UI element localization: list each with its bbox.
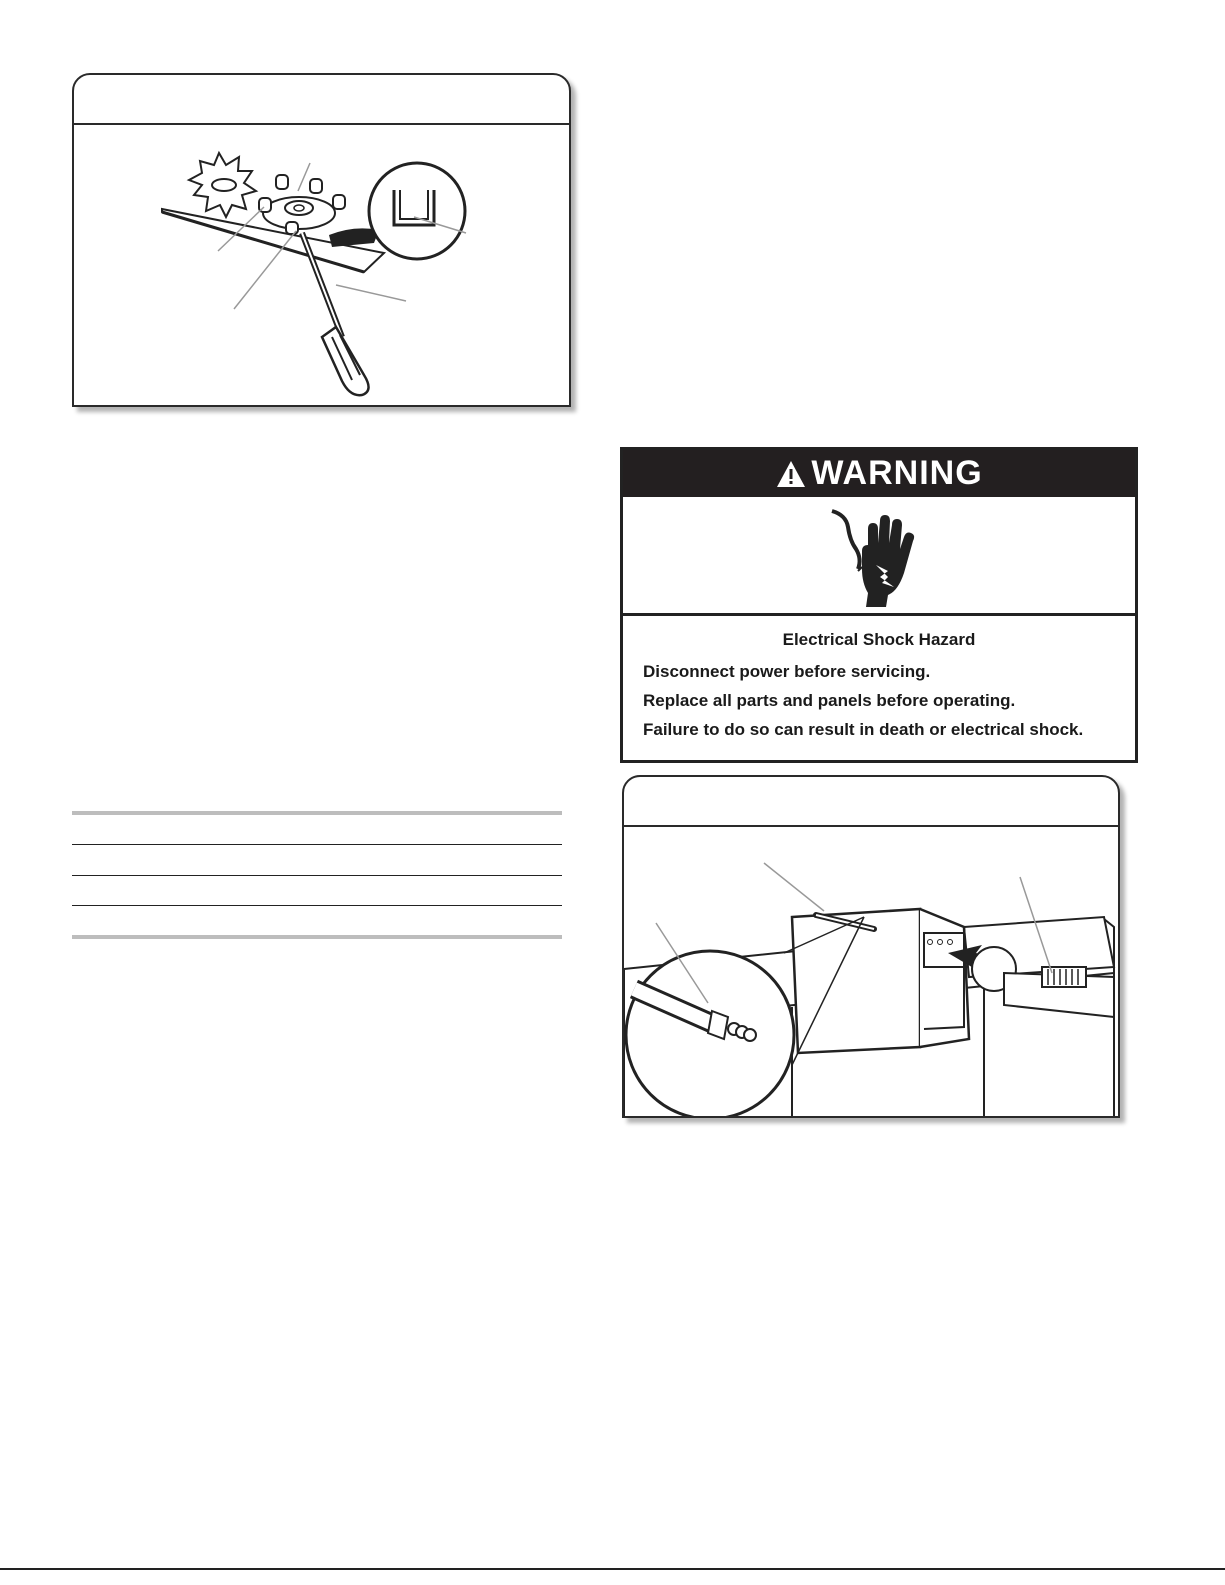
figure-gear-removal [72, 73, 571, 407]
table-row-rule [72, 875, 562, 876]
warning-line: Replace all parts and panels before operating. [643, 691, 1016, 710]
footer-rule [0, 1568, 1225, 1570]
clip-detail-icon [369, 163, 465, 259]
warning-triangle-icon [775, 459, 807, 489]
figure-connector-install [622, 775, 1120, 1118]
electric-shock-hand-icon [828, 507, 918, 607]
hazard-title: Electrical Shock Hazard [782, 630, 976, 649]
connector-install-illustration [624, 777, 1120, 1118]
warning-line: Disconnect power before servicing. [643, 662, 931, 681]
table-row-rule [72, 905, 562, 906]
warning-title: WARNING [811, 454, 983, 492]
gear-icon [189, 153, 256, 217]
table-row-rule [72, 844, 562, 845]
gear-removal-illustration [74, 75, 571, 407]
warning-box [620, 447, 1138, 763]
table-bottom-rule [72, 935, 562, 939]
nut-driver-icon [626, 951, 794, 1118]
warning-icon-area [623, 497, 1135, 616]
table-top-rule [72, 811, 562, 815]
warning-line: Failure to do so can result in death or electrical shock. [643, 720, 1084, 739]
warning-header [623, 450, 1135, 497]
